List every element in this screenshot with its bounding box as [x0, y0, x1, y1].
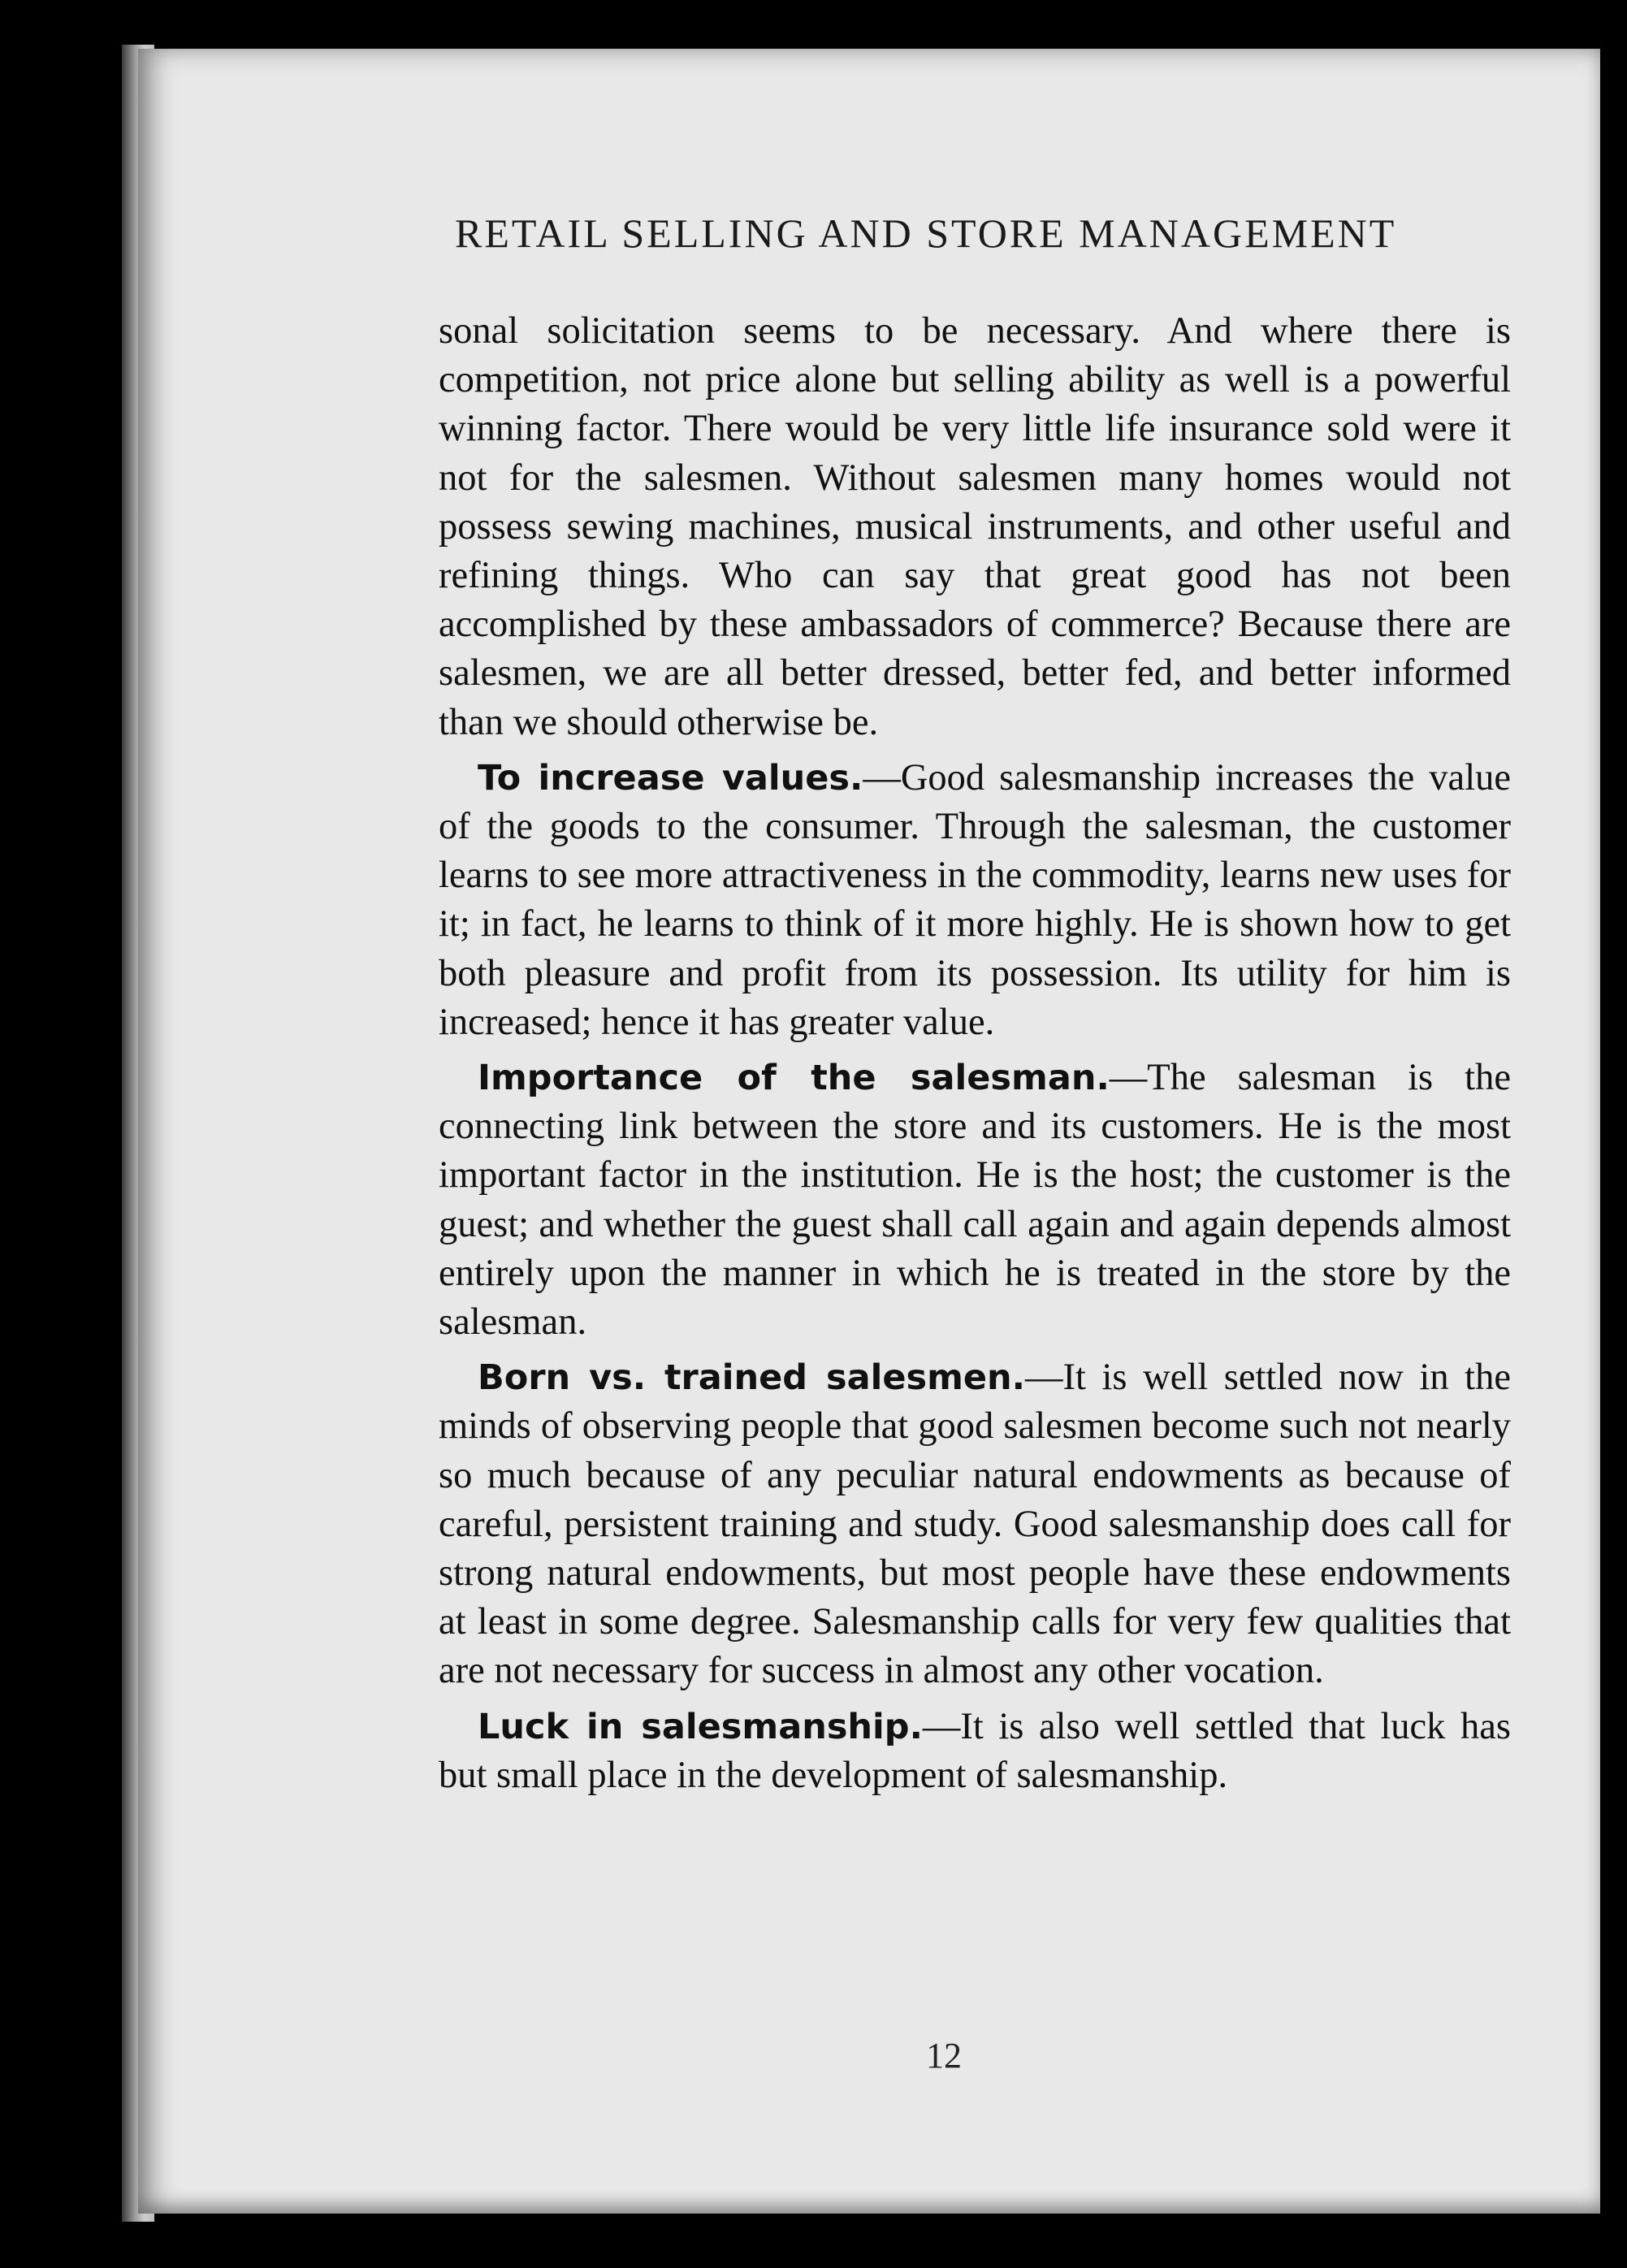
paragraph	[439, 1703, 1511, 1800]
paragraph	[439, 307, 1511, 747]
run-in-heading: To increase values.	[478, 757, 863, 799]
body-text	[439, 307, 1511, 1800]
running-head: RETAIL SELLING AND STORE MANAGEMENT	[455, 210, 1397, 256]
run-in-heading: Luck in salesmanship.	[478, 1706, 923, 1747]
paragraph-text: —The salesman is the connecting link between the store and its customers. He is the most important factor in the institution. He is the host; the customer is the guest; and whether the guest shall call again and again depends almost entirely upon the manner in which he is treated in the store by the salesman.	[439, 1057, 1511, 1344]
page-number: 12	[926, 2036, 962, 2075]
run-in-heading: Importance of the salesman.	[478, 1058, 1110, 1099]
paragraph	[439, 1054, 1511, 1347]
paragraph-text: —It is well settled now in the minds of observing people that good salesmen become such not nearly so much because of any peculiar natural endowments as because of careful, persistent training and study. Good salesmanship does call for strong natural endowments, but most people have these endowments at least in some degree. Salesmanship calls for very few qualities that are not necessary for success in almost any other vocation.	[439, 1357, 1511, 1692]
run-in-heading: Born vs. trained salesmen.	[478, 1357, 1026, 1399]
paragraph-text: —It is also well settled that luck has but small place in the development of salesmanship.	[439, 1705, 1511, 1796]
paragraph	[439, 1353, 1511, 1695]
paragraph-text: sonal solicitation seems to be necessary. And where there is competition, not price alone but selling ability as well is a powerful winning factor. There would be very little life insurance sold were it not for the salesmen. Without salesmen many homes would not possess sewing machines, musical instruments, and other useful and refining things. Who can say that great good has not been accomplished by these ambassadors of commerce? Because there are salesmen, we are all better dressed, better fed, and better informed than we should otherwise be.	[439, 310, 1511, 743]
paragraph-text: —Good salesmanship increases the value of the goods to the consumer. Through the salesman, the customer learns to see more attractiveness in the commodity, learns new uses for it; in fact, he learns to think of it more highly. He is shown how to get both pleasure and profit from its possession. Its utility for him is increased; hence it has greater value.	[439, 756, 1512, 1043]
paragraph	[439, 754, 1511, 1047]
